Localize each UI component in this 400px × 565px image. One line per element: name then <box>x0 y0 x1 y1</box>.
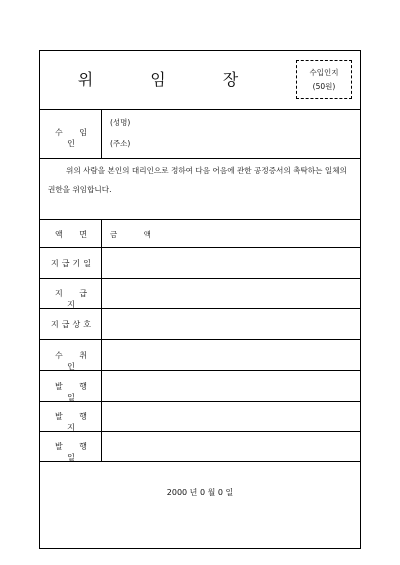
payer-label: 지급상호 <box>51 320 94 329</box>
attorney-address-label: (주소) <box>110 139 131 148</box>
divider <box>40 247 360 248</box>
divider <box>40 109 360 110</box>
divider <box>40 219 360 220</box>
divider <box>40 278 360 279</box>
power-of-attorney-form <box>39 50 361 549</box>
issue-date-label: 발 행 일 <box>55 382 94 402</box>
payment-place-label: 지 급 지 <box>55 289 94 309</box>
attorney-label: 수 임 인 <box>55 128 94 148</box>
document-date: 2000 년 0 월 0 일 <box>166 488 234 497</box>
face-value-label: 액 면 <box>55 230 94 239</box>
payment-date-label: 지급기일 <box>51 259 94 268</box>
divider <box>40 339 360 340</box>
divider <box>40 158 360 159</box>
issue-place-label: 발 행 지 <box>55 412 94 432</box>
stamp-amount: (50원) <box>312 82 336 91</box>
document-title: 위 임 장 <box>77 70 265 89</box>
stamp-label: 수입인지 <box>309 68 339 77</box>
delegation-statement: 위의 사람을 본인의 대리인으로 정하여 다음 어음에 관한 공정증서의 촉탁하는 일체의 권한을 위임합니다. <box>48 166 347 194</box>
revenue-stamp-box <box>296 60 352 99</box>
issue-date-label-2: 발 행 일 <box>55 442 94 462</box>
face-value-amount-label: 금 액 <box>110 230 163 239</box>
payee-label: 수 취 인 <box>55 351 94 371</box>
attorney-name-label: (성명) <box>110 118 131 127</box>
